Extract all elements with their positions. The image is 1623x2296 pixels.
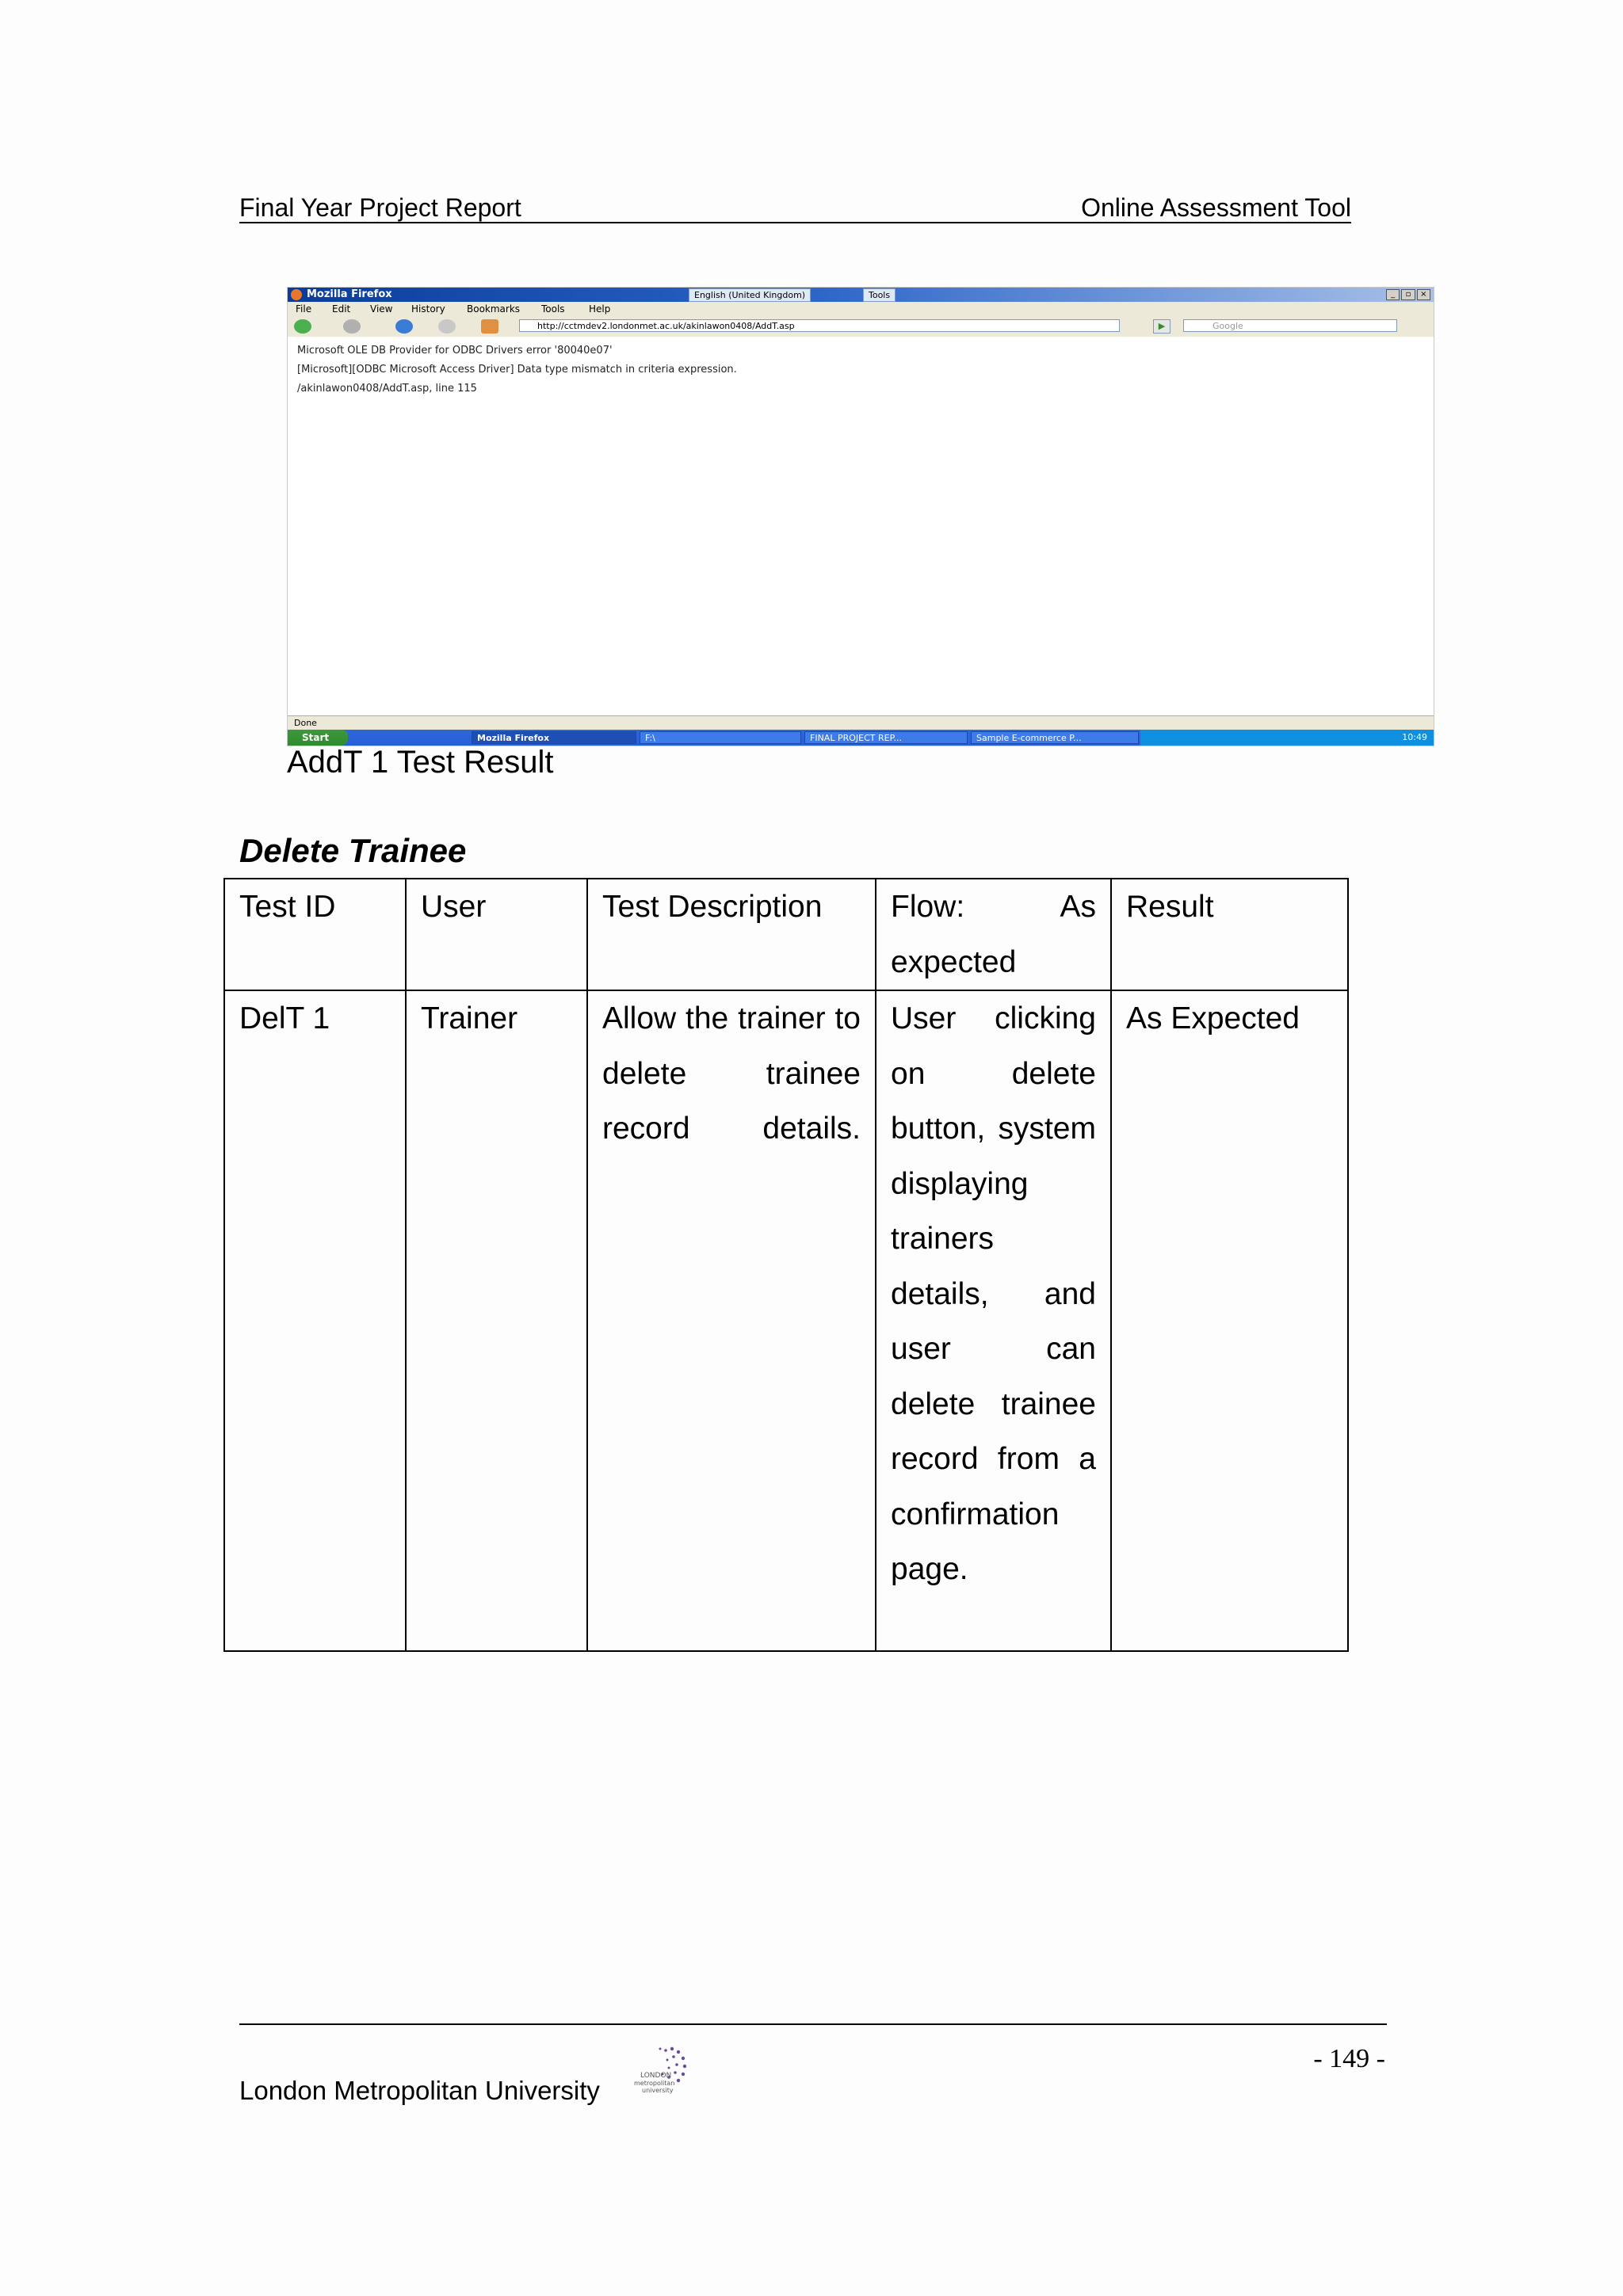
window-titlebar bbox=[288, 288, 1434, 302]
table-header-row bbox=[224, 879, 1348, 990]
page-content bbox=[288, 337, 1434, 715]
minimize-icon[interactable]: _ bbox=[1386, 289, 1400, 300]
header-user: User bbox=[406, 879, 587, 990]
go-icon[interactable]: ▶ bbox=[1153, 319, 1170, 334]
cell-flow bbox=[876, 990, 1111, 1651]
svg-text:metropolitan: metropolitan bbox=[634, 2080, 675, 2087]
cell-test-id: DelT 1 bbox=[224, 990, 406, 1651]
close-icon[interactable]: × bbox=[1417, 289, 1430, 300]
cell-description bbox=[587, 990, 876, 1651]
forward-icon[interactable] bbox=[343, 319, 361, 334]
cell-result: As Expected bbox=[1111, 990, 1348, 1651]
menu-bookmarks[interactable]: Bookmarks bbox=[467, 303, 521, 315]
figure-caption: AddT 1 Test Result bbox=[287, 745, 554, 780]
task-explorer[interactable]: F:\ bbox=[640, 731, 801, 744]
menu-bar bbox=[288, 302, 1434, 316]
header-flow bbox=[876, 879, 1111, 990]
cell-user: Trainer bbox=[406, 990, 587, 1651]
header-test-id: Test ID bbox=[224, 879, 406, 990]
header-test-description: Test Description bbox=[587, 879, 876, 990]
back-icon[interactable] bbox=[294, 319, 311, 334]
cell-description-text: Allow the trainer to delete trainee record details. bbox=[602, 1001, 861, 1146]
task-word[interactable]: FINAL PROJECT REP... bbox=[804, 731, 968, 744]
search-input[interactable]: Google bbox=[1183, 319, 1397, 332]
system-tray-clock[interactable]: 10:49 bbox=[1140, 730, 1434, 746]
firefox-icon bbox=[291, 289, 302, 300]
svg-text:university: university bbox=[642, 2087, 674, 2094]
header-left: Final Year Project Report bbox=[239, 193, 521, 222]
reload-icon[interactable] bbox=[395, 319, 413, 334]
url-field[interactable]: http://cctmdev2.londonmet.ac.uk/akinlawon0408/AddT.asp bbox=[519, 319, 1120, 332]
language-bar[interactable]: English (United Kingdom) bbox=[689, 288, 811, 302]
task-sample[interactable]: Sample E-commerce P... bbox=[971, 731, 1139, 744]
error-line: [Microsoft][ODBC Microsoft Access Driver] Data type mismatch in criteria expression. bbox=[297, 364, 737, 376]
error-line: Microsoft OLE DB Provider for ODBC Drivers error '80040e07' bbox=[297, 345, 613, 357]
error-line: /akinlawon0408/AddT.asp, line 115 bbox=[297, 383, 477, 395]
footer-university: London Metropolitan University bbox=[239, 2076, 600, 2105]
menu-edit[interactable]: Edit bbox=[332, 303, 351, 315]
section-title: Delete Trainee bbox=[239, 832, 467, 869]
maximize-icon[interactable]: ▫ bbox=[1401, 289, 1415, 300]
menu-help[interactable]: Help bbox=[589, 303, 611, 315]
menu-view[interactable]: View bbox=[370, 303, 393, 315]
university-logo bbox=[617, 2042, 696, 2096]
page-header bbox=[239, 193, 1351, 223]
header-right: Online Assessment Tool bbox=[1081, 193, 1351, 222]
task-firefox[interactable]: Mozilla Firefox bbox=[472, 731, 636, 744]
navigation-toolbar bbox=[288, 316, 1434, 338]
stop-icon[interactable] bbox=[438, 319, 456, 334]
footer-rule bbox=[239, 2023, 1387, 2025]
window-title: Mozilla Firefox bbox=[307, 288, 392, 300]
window-controls bbox=[1386, 289, 1430, 300]
menu-history[interactable]: History bbox=[411, 303, 445, 315]
menu-tools[interactable]: Tools bbox=[541, 303, 565, 315]
taskbar bbox=[288, 730, 1434, 746]
page-number: - 149 - bbox=[1313, 2044, 1385, 2073]
tools-button[interactable]: Tools bbox=[863, 288, 896, 302]
start-button[interactable]: Start bbox=[288, 730, 348, 746]
menu-file[interactable]: File bbox=[296, 303, 312, 315]
header-flow-text: Flow: As expected bbox=[891, 890, 1096, 979]
test-table bbox=[223, 878, 1349, 1652]
header-result: Result bbox=[1111, 879, 1348, 990]
browser-screenshot bbox=[287, 287, 1434, 746]
table-row bbox=[224, 990, 1348, 1651]
svg-text:LONDON: LONDON bbox=[640, 2072, 672, 2080]
cell-flow-text: User clicking on delete button, system displaying trainers details, and user can delete trainee record from a confirmation page. bbox=[891, 1001, 1096, 1586]
status-bar: Done bbox=[288, 715, 1434, 730]
home-icon[interactable] bbox=[481, 319, 498, 334]
